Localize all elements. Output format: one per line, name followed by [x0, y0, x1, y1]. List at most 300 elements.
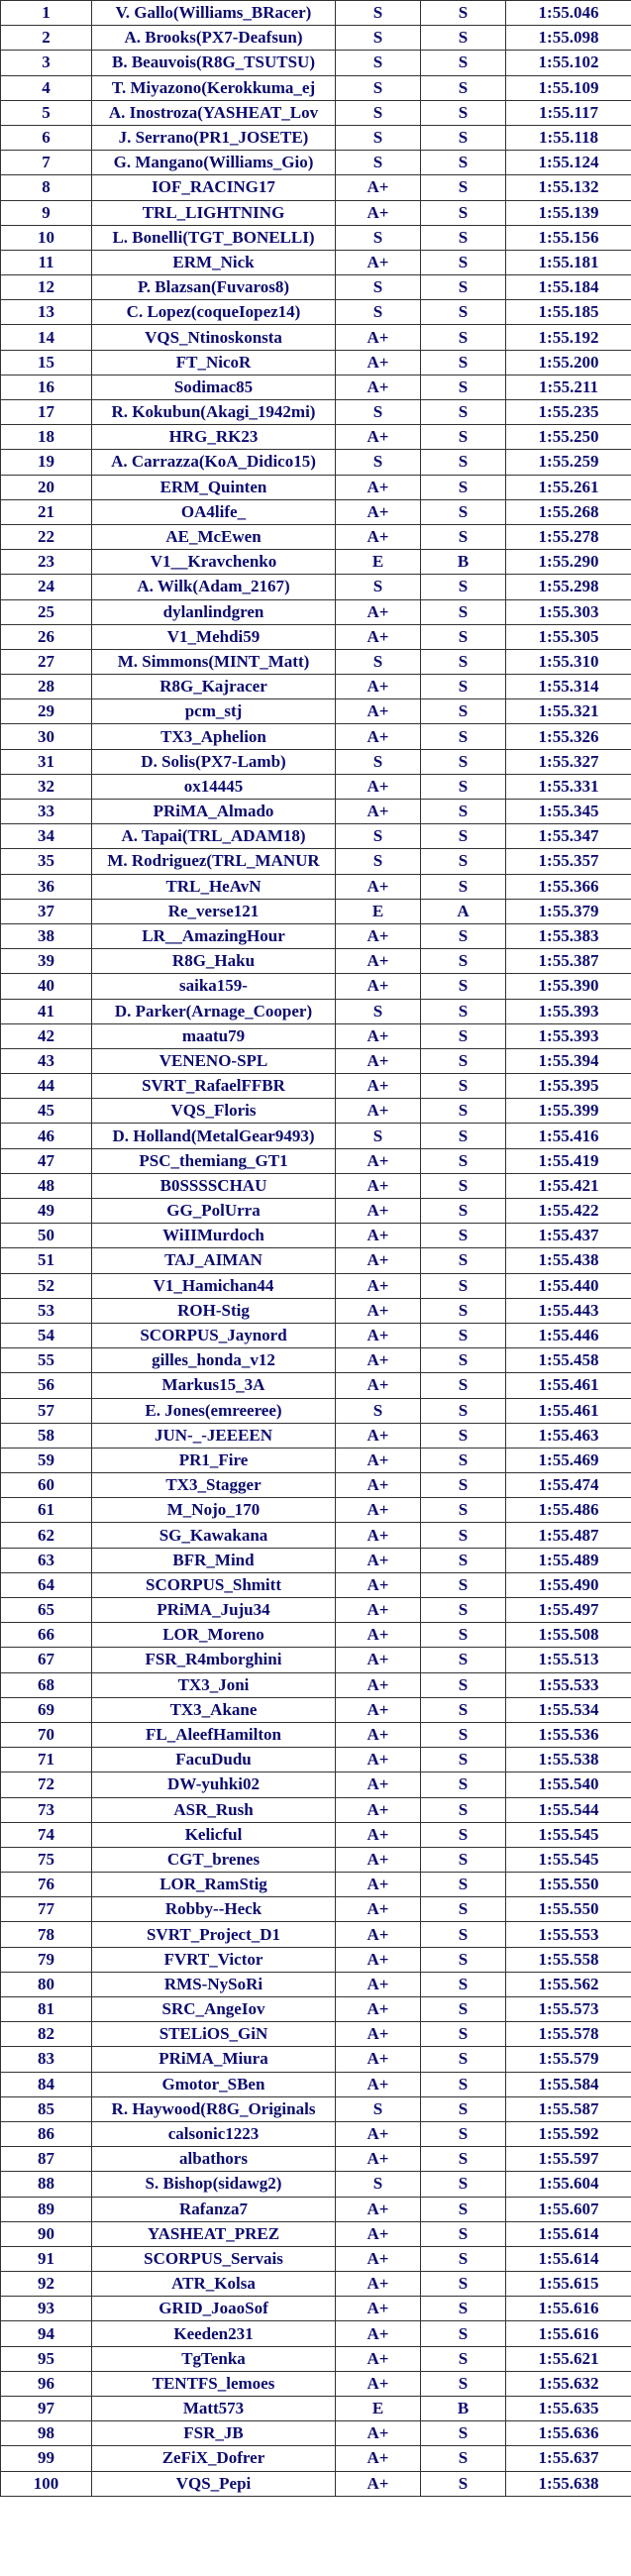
lap-time-cell: 1:55.614 [506, 2221, 631, 2246]
position-cell: 52 [1, 1273, 92, 1298]
driver-name-cell: HRG_RK23 [92, 425, 336, 450]
driver-name-cell: SG_Kawakana [92, 1523, 336, 1548]
group-cell: S [421, 1298, 506, 1323]
group-cell: S [421, 300, 506, 325]
class-cell: A+ [336, 2272, 421, 2297]
table-row [1, 1199, 631, 1224]
group-cell: S [421, 724, 506, 749]
table-row [1, 949, 631, 974]
position-cell: 36 [1, 874, 92, 899]
lap-time-cell: 1:55.387 [506, 949, 631, 974]
class-cell: A+ [336, 1498, 421, 1523]
position-cell: 23 [1, 550, 92, 575]
class-cell: A+ [336, 2371, 421, 2396]
position-cell: 100 [1, 2471, 92, 2496]
class-cell: A+ [336, 524, 421, 549]
group-cell: S [421, 1947, 506, 1972]
position-cell: 11 [1, 250, 92, 274]
lap-time-cell: 1:55.303 [506, 599, 631, 624]
group-cell: S [421, 1972, 506, 1996]
table-row [1, 499, 631, 524]
table-row [1, 675, 631, 699]
driver-name-cell: B. Beauvois(R8G_TSUTSU) [92, 51, 336, 75]
class-cell: A+ [336, 923, 421, 948]
results-body [1, 1, 631, 2497]
group-cell: S [421, 375, 506, 399]
driver-name-cell: YASHEAT_PREZ [92, 2221, 336, 2246]
driver-name-cell: D. Parker(Arnage_Cooper) [92, 999, 336, 1023]
position-cell: 31 [1, 749, 92, 774]
table-row [1, 1748, 631, 1772]
position-cell: 69 [1, 1697, 92, 1722]
class-cell: A+ [336, 874, 421, 899]
lap-time-cell: 1:55.562 [506, 1972, 631, 1996]
class-cell: A+ [336, 325, 421, 350]
driver-name-cell: PRiMA_Juju34 [92, 1598, 336, 1623]
driver-name-cell: Markus15_3A [92, 1373, 336, 1398]
position-cell: 86 [1, 2121, 92, 2146]
lap-time-cell: 1:55.290 [506, 550, 631, 575]
group-cell: S [421, 2047, 506, 2072]
driver-name-cell: TRL_LIGHTNING [92, 200, 336, 225]
position-cell: 48 [1, 1173, 92, 1198]
class-cell: A+ [336, 1672, 421, 1697]
class-cell: A+ [336, 774, 421, 799]
class-cell: A+ [336, 1997, 421, 2022]
group-cell: S [421, 649, 506, 674]
class-cell: S [336, 51, 421, 75]
group-cell: S [421, 1348, 506, 1373]
lap-time-cell: 1:55.437 [506, 1224, 631, 1248]
group-cell: S [421, 1398, 506, 1423]
position-cell: 35 [1, 849, 92, 874]
group-cell: S [421, 1772, 506, 1797]
driver-name-cell: S. Bishop(sidawg2) [92, 2172, 336, 2197]
driver-name-cell: Gmotor_SBen [92, 2072, 336, 2096]
lap-time-cell: 1:55.422 [506, 1199, 631, 1224]
group-cell: S [421, 1523, 506, 1548]
table-row [1, 26, 631, 51]
table-row [1, 1922, 631, 1947]
lap-time-cell: 1:55.399 [506, 1099, 631, 1124]
class-cell: A+ [336, 624, 421, 649]
driver-name-cell: J. Serrano(PR1_JOSETE) [92, 125, 336, 150]
table-row [1, 524, 631, 549]
position-cell: 40 [1, 974, 92, 999]
position-cell: 22 [1, 524, 92, 549]
driver-name-cell: albathors [92, 2147, 336, 2172]
class-cell: A+ [336, 1572, 421, 1597]
position-cell: 99 [1, 2446, 92, 2471]
class-cell: A+ [336, 1173, 421, 1198]
position-cell: 50 [1, 1224, 92, 1248]
class-cell: A+ [336, 1023, 421, 1048]
group-cell: S [421, 2121, 506, 2146]
table-row [1, 375, 631, 399]
lap-time-cell: 1:55.440 [506, 1273, 631, 1298]
group-cell: S [421, 1722, 506, 1747]
position-cell: 96 [1, 2371, 92, 2396]
table-row [1, 75, 631, 100]
class-cell: A+ [336, 800, 421, 824]
driver-name-cell: GG_PolUrra [92, 1199, 336, 1224]
lap-time-cell: 1:55.635 [506, 2397, 631, 2421]
class-cell: A+ [336, 1199, 421, 1224]
group-cell: S [421, 2346, 506, 2371]
class-cell: A+ [336, 2446, 421, 2471]
group-cell: S [421, 2321, 506, 2346]
lap-time-cell: 1:55.139 [506, 200, 631, 225]
table-row [1, 800, 631, 824]
class-cell: A+ [336, 1623, 421, 1648]
driver-name-cell: TX3_Stagger [92, 1473, 336, 1498]
table-row [1, 2371, 631, 2396]
group-cell: S [421, 524, 506, 549]
position-cell: 13 [1, 300, 92, 325]
table-row [1, 999, 631, 1023]
position-cell: 21 [1, 499, 92, 524]
lap-time-cell: 1:55.540 [506, 1772, 631, 1797]
position-cell: 93 [1, 2297, 92, 2321]
class-cell: A+ [336, 599, 421, 624]
group-cell: S [421, 749, 506, 774]
lap-time-cell: 1:55.597 [506, 2147, 631, 2172]
position-cell: 3 [1, 51, 92, 75]
driver-name-cell: V. Gallo(Williams_BRacer) [92, 1, 336, 26]
position-cell: 34 [1, 824, 92, 849]
lap-time-cell: 1:55.604 [506, 2172, 631, 2197]
lap-time-cell: 1:55.615 [506, 2272, 631, 2297]
group-cell: S [421, 999, 506, 1023]
position-cell: 2 [1, 26, 92, 51]
driver-name-cell: SCORPUS_Jaynord [92, 1323, 336, 1347]
position-cell: 88 [1, 2172, 92, 2197]
driver-name-cell: STELiOS_GiN [92, 2022, 336, 2047]
table-row [1, 1548, 631, 1572]
class-cell: S [336, 1398, 421, 1423]
group-cell: S [421, 275, 506, 300]
group-cell: S [421, 1922, 506, 1947]
class-cell: A+ [336, 1348, 421, 1373]
group-cell: S [421, 2421, 506, 2446]
group-cell: S [421, 200, 506, 225]
position-cell: 54 [1, 1323, 92, 1347]
class-cell: A+ [336, 699, 421, 724]
driver-name-cell: V1__Kravchenko [92, 550, 336, 575]
table-row [1, 1697, 631, 1722]
group-cell: S [421, 2221, 506, 2246]
group-cell: S [421, 1697, 506, 1722]
position-cell: 94 [1, 2321, 92, 2346]
class-cell: A+ [336, 1748, 421, 1772]
class-cell: S [336, 125, 421, 150]
lap-time-cell: 1:55.636 [506, 2421, 631, 2446]
group-cell: S [421, 1124, 506, 1148]
lap-time-cell: 1:55.638 [506, 2471, 631, 2496]
group-cell: S [421, 1248, 506, 1273]
lap-time-cell: 1:55.419 [506, 1148, 631, 1173]
position-cell: 27 [1, 649, 92, 674]
group-cell: S [421, 624, 506, 649]
lap-time-cell: 1:55.558 [506, 1947, 631, 1972]
class-cell: A+ [336, 375, 421, 399]
table-row [1, 2471, 631, 2496]
driver-name-cell: ERM_Nick [92, 250, 336, 274]
class-cell: E [336, 2397, 421, 2421]
lap-time-cell: 1:55.497 [506, 1598, 631, 1623]
position-cell: 53 [1, 1298, 92, 1323]
table-row [1, 724, 631, 749]
driver-name-cell: A. Inostroza(YASHEAT_Lov [92, 100, 336, 125]
driver-name-cell: PR1_Fire [92, 1448, 336, 1472]
table-row [1, 2321, 631, 2346]
driver-name-cell: FacuDudu [92, 1748, 336, 1772]
driver-name-cell: LR__AmazingHour [92, 923, 336, 948]
driver-name-cell: M. Rodriguez(TRL_MANUR [92, 849, 336, 874]
position-cell: 25 [1, 599, 92, 624]
group-cell: S [421, 874, 506, 899]
driver-name-cell: JUN-_-JEEEEN [92, 1423, 336, 1448]
lap-time-cell: 1:55.607 [506, 2197, 631, 2221]
table-row [1, 1897, 631, 1922]
class-cell: A+ [336, 2197, 421, 2221]
position-cell: 57 [1, 1398, 92, 1423]
position-cell: 58 [1, 1423, 92, 1448]
table-row [1, 1822, 631, 1847]
lap-time-cell: 1:55.268 [506, 499, 631, 524]
position-cell: 26 [1, 624, 92, 649]
table-row [1, 624, 631, 649]
class-cell: A+ [336, 1847, 421, 1872]
driver-name-cell: A. Wilk(Adam_2167) [92, 575, 336, 599]
driver-name-cell: PRiMA_Almado [92, 800, 336, 824]
class-cell: A+ [336, 2321, 421, 2346]
table-row [1, 1448, 631, 1472]
table-row [1, 1398, 631, 1423]
driver-name-cell: A. Brooks(PX7-Deafsun) [92, 26, 336, 51]
group-cell: S [421, 923, 506, 948]
table-row [1, 2397, 631, 2421]
lap-time-cell: 1:55.553 [506, 1922, 631, 1947]
table-row [1, 51, 631, 75]
table-row [1, 2346, 631, 2371]
table-row [1, 599, 631, 624]
table-row [1, 475, 631, 499]
position-cell: 91 [1, 2246, 92, 2271]
driver-name-cell: R8G_Haku [92, 949, 336, 974]
group-cell: S [421, 2197, 506, 2221]
lap-time-cell: 1:55.632 [506, 2371, 631, 2396]
position-cell: 19 [1, 450, 92, 475]
lap-time-cell: 1:55.584 [506, 2072, 631, 2096]
driver-name-cell: Matt573 [92, 2397, 336, 2421]
group-cell: S [421, 1598, 506, 1623]
lap-time-cell: 1:55.458 [506, 1348, 631, 1373]
table-row [1, 1423, 631, 1448]
class-cell: A+ [336, 1074, 421, 1099]
class-cell: A+ [336, 2471, 421, 2496]
class-cell: A+ [336, 475, 421, 499]
driver-name-cell: Rafanza7 [92, 2197, 336, 2221]
group-cell: S [421, 1448, 506, 1472]
group-cell: S [421, 974, 506, 999]
position-cell: 62 [1, 1523, 92, 1548]
group-cell: S [421, 2371, 506, 2396]
driver-name-cell: RMS-NySoRi [92, 1972, 336, 1996]
position-cell: 32 [1, 774, 92, 799]
table-row [1, 1148, 631, 1173]
table-row [1, 1323, 631, 1347]
lap-time-cell: 1:55.117 [506, 100, 631, 125]
class-cell: A+ [336, 1298, 421, 1323]
lap-time-cell: 1:55.463 [506, 1423, 631, 1448]
class-cell: A+ [336, 1722, 421, 1747]
group-cell: S [421, 575, 506, 599]
table-row [1, 1772, 631, 1797]
position-cell: 70 [1, 1722, 92, 1747]
table-row [1, 1572, 631, 1597]
lap-time-cell: 1:55.587 [506, 2096, 631, 2121]
position-cell: 90 [1, 2221, 92, 2246]
position-cell: 68 [1, 1672, 92, 1697]
position-cell: 45 [1, 1099, 92, 1124]
class-cell: A+ [336, 1922, 421, 1947]
table-row [1, 1298, 631, 1323]
driver-name-cell: L. Bonelli(TGT_BONELLI) [92, 225, 336, 250]
driver-name-cell: LOR_Moreno [92, 1623, 336, 1648]
lap-time-cell: 1:55.383 [506, 923, 631, 948]
driver-name-cell: R8G_Kajracer [92, 675, 336, 699]
group-cell: S [421, 1648, 506, 1672]
class-cell: A+ [336, 1448, 421, 1472]
driver-name-cell: FSR_R4mborghini [92, 1648, 336, 1672]
lap-time-cell: 1:55.446 [506, 1323, 631, 1347]
class-cell: A+ [336, 1148, 421, 1173]
group-cell: S [421, 1623, 506, 1648]
driver-name-cell: maatu79 [92, 1023, 336, 1048]
class-cell: A+ [336, 1972, 421, 1996]
table-row [1, 2047, 631, 2072]
class-cell: A+ [336, 1797, 421, 1822]
group-cell: S [421, 849, 506, 874]
lap-time-cell: 1:55.461 [506, 1373, 631, 1398]
driver-name-cell: GRID_JoaoSof [92, 2297, 336, 2321]
class-cell: A+ [336, 1224, 421, 1248]
position-cell: 74 [1, 1822, 92, 1847]
class-cell: A+ [336, 2047, 421, 2072]
lap-time-cell: 1:55.046 [506, 1, 631, 26]
table-row [1, 2121, 631, 2146]
group-cell: B [421, 550, 506, 575]
table-row [1, 1224, 631, 1248]
class-cell: S [336, 1, 421, 26]
group-cell: S [421, 1572, 506, 1597]
lap-time-cell: 1:55.347 [506, 824, 631, 849]
table-row [1, 350, 631, 375]
class-cell: A+ [336, 1373, 421, 1398]
position-cell: 73 [1, 1797, 92, 1822]
group-cell: S [421, 2072, 506, 2096]
group-cell: S [421, 1273, 506, 1298]
group-cell: S [421, 1074, 506, 1099]
driver-name-cell: G. Mangano(Williams_Gio) [92, 151, 336, 175]
class-cell: S [336, 225, 421, 250]
lap-time-cell: 1:55.487 [506, 1523, 631, 1548]
position-cell: 38 [1, 923, 92, 948]
table-row [1, 1473, 631, 1498]
group-cell: S [421, 1548, 506, 1572]
table-row [1, 1648, 631, 1672]
class-cell: S [336, 300, 421, 325]
group-cell: S [421, 1048, 506, 1073]
driver-name-cell: SCORPUS_Shmitt [92, 1572, 336, 1597]
class-cell: A+ [336, 1648, 421, 1672]
driver-name-cell: DW-yuhki02 [92, 1772, 336, 1797]
table-row [1, 2297, 631, 2321]
driver-name-cell: A. Carrazza(KoA_Didico15) [92, 450, 336, 475]
driver-name-cell: P. Blazsan(Fuvaros8) [92, 275, 336, 300]
class-cell: A+ [336, 675, 421, 699]
table-row [1, 1722, 631, 1747]
position-cell: 12 [1, 275, 92, 300]
table-row [1, 2072, 631, 2096]
table-row [1, 1, 631, 26]
group-cell: B [421, 2397, 506, 2421]
position-cell: 55 [1, 1348, 92, 1373]
lap-time-cell: 1:55.637 [506, 2446, 631, 2471]
table-row [1, 2421, 631, 2446]
position-cell: 8 [1, 175, 92, 200]
class-cell: S [336, 1124, 421, 1148]
group-cell: S [421, 2147, 506, 2172]
position-cell: 51 [1, 1248, 92, 1273]
group-cell: S [421, 1473, 506, 1498]
class-cell: A+ [336, 1273, 421, 1298]
table-row [1, 400, 631, 425]
group-cell: S [421, 2297, 506, 2321]
lap-time-cell: 1:55.393 [506, 999, 631, 1023]
group-cell: S [421, 2172, 506, 2197]
class-cell: A+ [336, 350, 421, 375]
lap-time-cell: 1:55.250 [506, 425, 631, 450]
class-cell: A+ [336, 949, 421, 974]
driver-name-cell: C. Lopez(coqueIopez14) [92, 300, 336, 325]
driver-name-cell: calsonic1223 [92, 2121, 336, 2146]
group-cell: S [421, 1373, 506, 1398]
position-cell: 18 [1, 425, 92, 450]
lap-time-cell: 1:55.545 [506, 1847, 631, 1872]
class-cell: A+ [336, 2246, 421, 2271]
lap-time-cell: 1:55.331 [506, 774, 631, 799]
position-cell: 72 [1, 1772, 92, 1797]
class-cell: A+ [336, 1873, 421, 1897]
class-cell: A+ [336, 1772, 421, 1797]
class-cell: A+ [336, 1323, 421, 1347]
lap-time-cell: 1:55.261 [506, 475, 631, 499]
driver-name-cell: SCORPUS_Servais [92, 2246, 336, 2271]
table-row [1, 325, 631, 350]
group-cell: S [421, 1423, 506, 1448]
class-cell: A+ [336, 2072, 421, 2096]
table-row [1, 874, 631, 899]
position-cell: 33 [1, 800, 92, 824]
table-row [1, 100, 631, 125]
table-row [1, 2272, 631, 2297]
lap-time-cell: 1:55.098 [506, 26, 631, 51]
driver-name-cell: V1_Hamichan44 [92, 1273, 336, 1298]
class-cell: S [336, 749, 421, 774]
lap-time-cell: 1:55.533 [506, 1672, 631, 1697]
